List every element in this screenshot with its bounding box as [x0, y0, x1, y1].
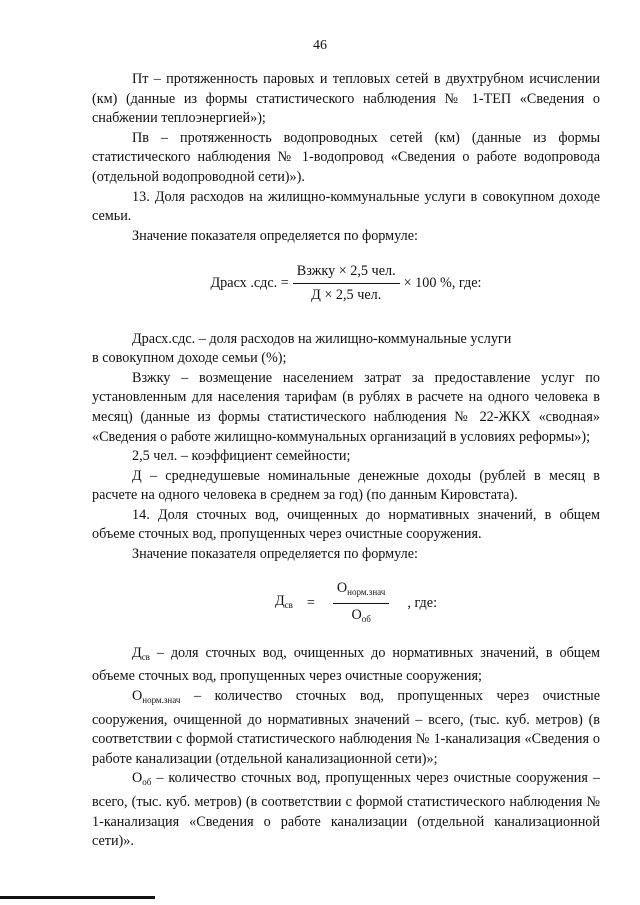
formula-1-numerator: Взжку × 2,5 чел.	[293, 262, 400, 284]
formula-2-lhs: $Д_{св}$	[274, 593, 293, 611]
formula-1-fraction	[293, 262, 400, 305]
paragraph-item-13: 13. Доля расходов на жилищно-коммунальные услуги в совокупном доходе семьи.	[92, 188, 600, 225]
formula-1-rhs: × 100 %, где:	[403, 275, 482, 292]
definition-coefficient: 2,5 чел. – коэффициент семейности;	[132, 448, 351, 465]
definition-onorm: $О_{норм.знач}$ – количество сточных вод, пропущенных через очистные сооружения, очищенной до нормативных значений – всего, (тыс. куб. метров) (в соответствии с формой статистического наблюдения № 1-канализация «Сведения о работе канализации (отдельной канализационной сети)»;	[92, 688, 600, 767]
formula-1-lhs: Драсх .сдс. =	[210, 275, 289, 292]
formula-2-tail: , где:	[407, 595, 438, 612]
paragraph-formula-intro-2: Значение показателя определяется по формуле:	[132, 546, 418, 563]
formula-2-equals: =	[306, 595, 315, 612]
paragraph-pt: Пт – протяженность паровых и тепловых сетей в двухтрубном исчислении (км) (данные из формы статистического наблюдения № 1-ТЕП «Сведения о снабжении теплоэнергией»);	[92, 71, 600, 127]
definition-drash-line1: Драсх.сдс. – доля расходов на жилищно-коммунальные услуги	[132, 330, 512, 347]
definition-dsv: $Д_{св}$ – доля сточных вод, очищенных до нормативных значений, в общем объеме сточных вод, пропущенных через очистные сооружения;	[92, 644, 600, 685]
paragraph-pv: Пв – протяженность водопроводных сетей (км) (данные из формы статистического наблюдения № 1-водопровод «Сведения о работе водопровода (отдельной водопроводной сети)»).	[92, 129, 600, 185]
definition-drash-line2: в совокупном доходе семьи (%);	[92, 350, 287, 367]
definition-oob: $О_{об}$ – количество сточных вод, пропущенных через очистные сооружения – всего, (тыс. куб. метров) (в соответствии с формой статистического наблюдения № 1-канализация «Сведения о работе канализации (отдельной канализационной сети)».	[92, 770, 600, 850]
paragraph-item-14: 14. Доля сточных вод, очищенных до нормативных значений, в общем объеме сточных вод, пропущенных через очистные сооружения.	[92, 506, 600, 543]
formula-2-denominator: $О_{об}$	[351, 607, 371, 625]
formula-share-of-treated-wastewater	[92, 579, 600, 630]
formula-1-denominator: Д × 2,5 чел.	[311, 286, 382, 303]
scan-edge-line	[0, 896, 155, 899]
paragraph-formula-intro-1: Значение показателя определяется по формуле:	[132, 227, 418, 244]
page-number: 46	[313, 38, 327, 53]
definition-d: Д – среднедушевые номинальные денежные доходы (рублей в месяц в расчете на одного человека в среднем за год) (по данным Кировстата).	[92, 467, 600, 504]
document-body	[92, 70, 600, 852]
formula-share-of-housing-expenses	[92, 262, 600, 305]
formula-2-fraction	[333, 579, 389, 630]
definition-vzhku: Взжку – возмещение населением затрат за предоставление услуг по установленным для населения тарифам (в рублях в расчете на одного человека в месяц) (данные из формы статистического наблюдения № 22-ЖКХ «сводная» «Сведения о работе жилищно-коммунальных организаций в условиях реформы»);	[92, 369, 600, 445]
formula-2-numerator: $О_{норм.знач}$	[333, 579, 389, 605]
